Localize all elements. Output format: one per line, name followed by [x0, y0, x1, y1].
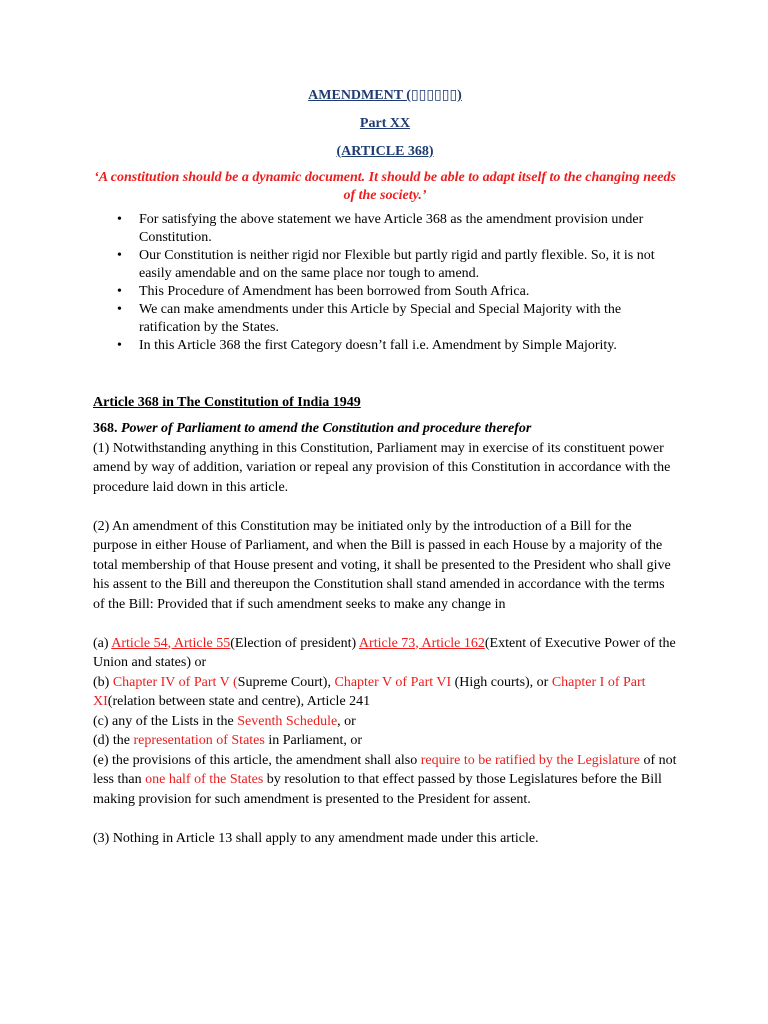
clause-3: (3) Nothing in Article 13 shall apply to any amendment made under this article. [93, 830, 539, 846]
link-article-54-55[interactable]: Article 54, Article 55 [111, 635, 231, 651]
clause-2: (2) An amendment of this Constitution may be initiated only by the introduction of a Bill for the purpose in either House of Parliament, and when the Bill is passed in each House by a majority of the total membership of that House present and voting, it shall be presented to the President who shall give his assent to the Bill and thereupon the Constitution shall stand amended in accordance with the terms of the Bill: Provided that if such amendment seeks to make any change in [93, 518, 671, 612]
bullet-text: In this Article 368 the first Category doesn’t fall i.e. Amendment by Simple Majority. [139, 338, 617, 353]
document-page [93, 86, 677, 848]
item-e: (e) the provisions of this article, the amendment shall also require to be ratified by the Legislature of not less than one half of the States by resolution to that effect passed by those Legislatures before the Bill making provision for such amendment is presented to the President for assent. [93, 752, 677, 807]
item-c: (c) any of the Lists in the Seventh Schedule, or [93, 713, 356, 729]
bullet-text: Our Constitution is neither rigid nor Flexible but partly rigid and partly flexible. So, it is not easily amendable and on the same place nor tough to amend. [139, 248, 655, 281]
bullet-list [93, 211, 677, 355]
bullet-icon: • [117, 248, 122, 263]
bullet-text: This Procedure of Amendment has been borrowed from South Africa. [139, 284, 530, 299]
bullet-icon: • [117, 338, 122, 353]
item-b: (b) Chapter IV of Part V (Supreme Court), Chapter V of Part VI (High courts), or Chapter I of Part XI(relation between state and centre), Article 241 [93, 674, 646, 709]
article-subtitle-text: Power of Parliament to amend the Constitution and procedure therefor [117, 421, 532, 436]
bullet-text: For satisfying the above statement we have Article 368 as the amendment provision under Constitution. [139, 212, 644, 245]
article-subtitle [93, 419, 677, 439]
bullet-item [93, 301, 677, 337]
bullet-item [93, 247, 677, 283]
article-heading: (ARTICLE 368) [336, 144, 434, 159]
clause-1: (1) Notwithstanding anything in this Constitution, Parliament may in exercise of its constituent power amend by way of addition, variation or repeal any provision of this Constitution in accordance with the procedure laid down in this article. [93, 440, 671, 495]
link-one-half-of-states[interactable]: one half of the States [145, 772, 264, 787]
bullet-text: We can make amendments under this Article by Special and Special Majority with the ratification by the States. [139, 302, 622, 335]
bullet-icon: • [117, 302, 122, 317]
bullet-icon: • [117, 284, 122, 299]
link-chapter-i-part-xi[interactable]: Chapter I of Part XI [93, 674, 646, 709]
bullet-icon: • [117, 212, 122, 227]
quote-text: ‘A constitution should be a dynamic document. It should be able to adapt itself to the changing needs of the society.’ [94, 170, 676, 203]
link-article-73-162[interactable]: Article 73, Article 162 [358, 635, 485, 651]
part-heading: Part XX [359, 116, 411, 131]
item-a: (a) Article 54, Article 55(Election of president) Article 73, Article 162(Extent of Executive Power of the Union and states) or [93, 635, 676, 670]
bullet-item [93, 337, 677, 355]
article-section-title: Article 368 in The Constitution of India 1949 [93, 395, 361, 410]
link-seventh-schedule[interactable]: Seventh Schedule [237, 713, 338, 729]
article-number: 368. [93, 421, 118, 436]
link-representation-of-states[interactable]: representation of States [133, 733, 265, 748]
document-title: AMENDMENT (▯▯▯▯▯▯) [308, 88, 462, 103]
item-d: (d) the representation of States in Parliament, or [93, 733, 363, 748]
link-ratified-by-legislature[interactable]: require to be ratified by the Legislature [420, 752, 640, 768]
link-chapter-v-part-vi[interactable]: Chapter V of Part VI [334, 674, 452, 690]
bullet-item [93, 283, 677, 301]
bullet-item [93, 211, 677, 247]
link-chapter-iv-part-v[interactable]: Chapter IV of Part V ( [112, 674, 238, 690]
